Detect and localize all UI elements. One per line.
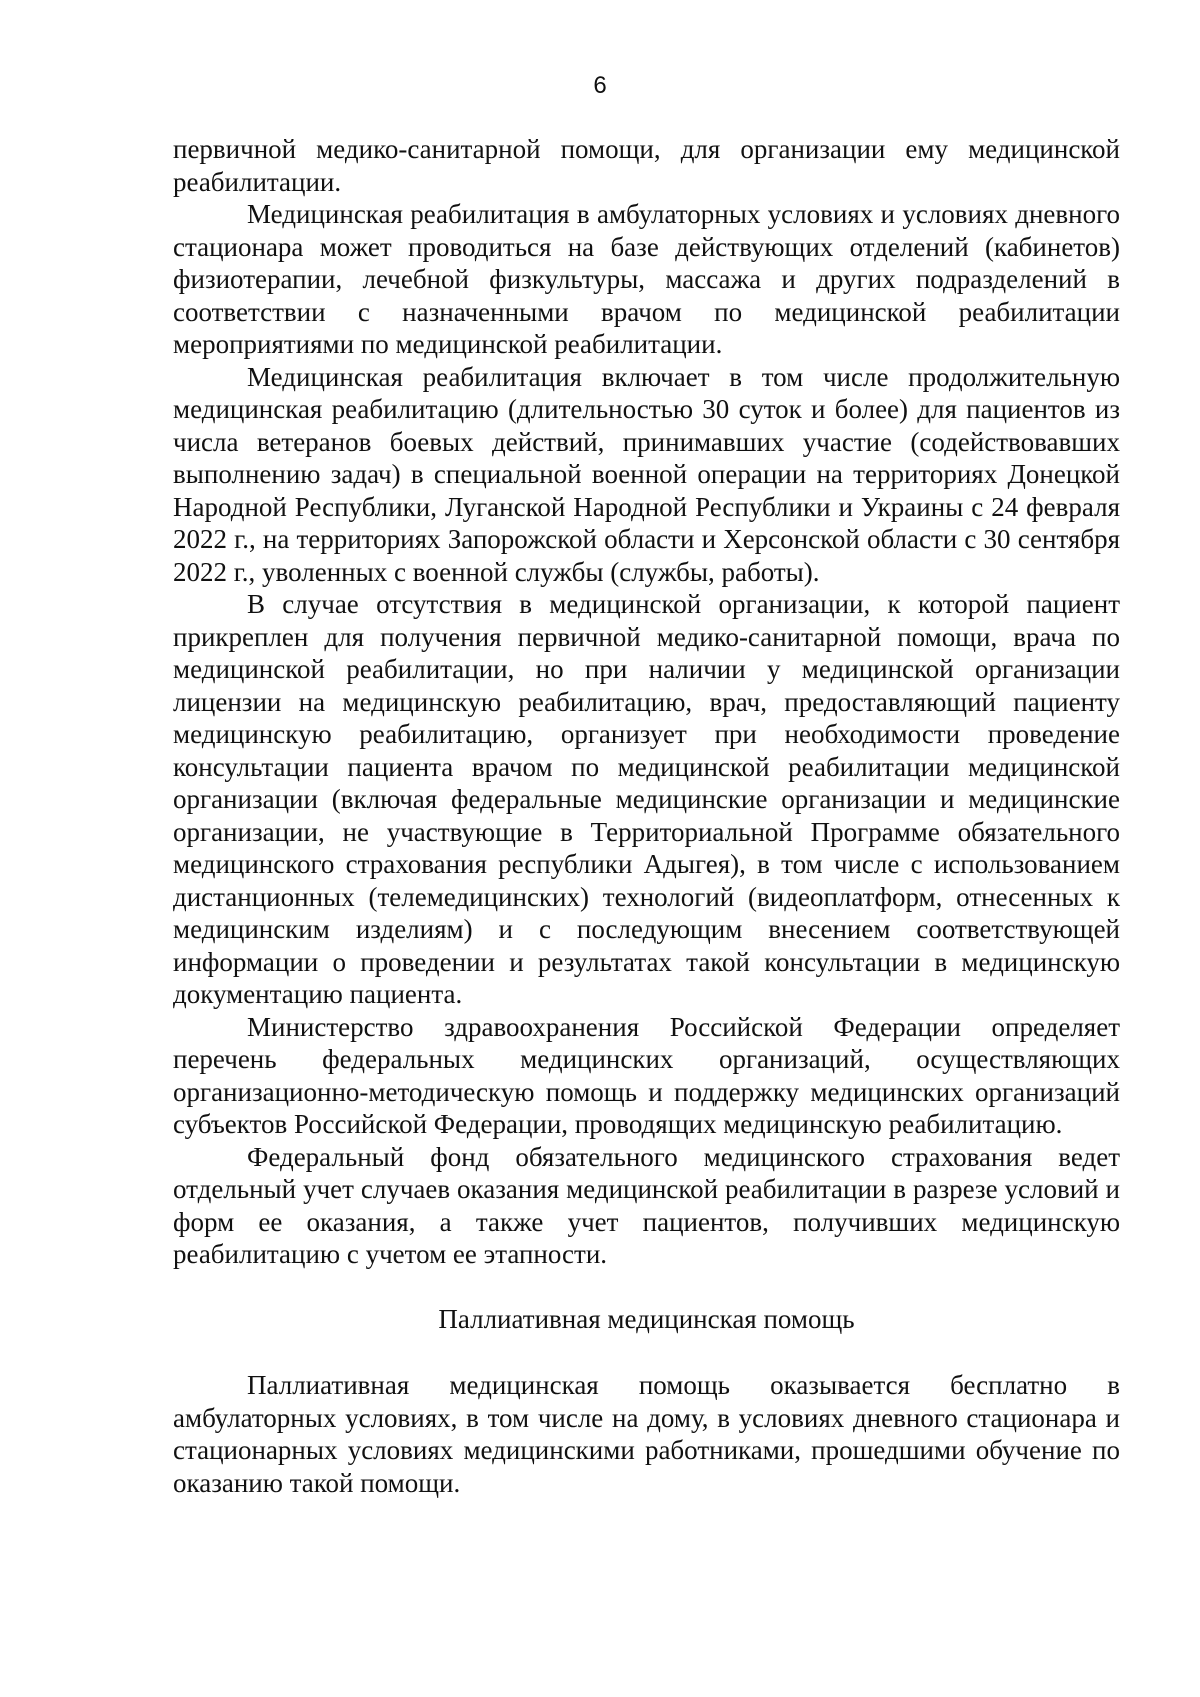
paragraph-palliative-care: Паллиативная медицинская помощь оказывается бесплатно в амбулаторных условиях, в том числе на дому, в условиях дневного стационара и стационарных условиях медицинскими работниками, прошедшими обучение по оказанию такой помощи. [173,1370,1120,1498]
paragraph-continuation: первичной медико-санитарной помощи, для организации ему медицинской реабилитации. [173,134,1120,197]
paragraph-fund-accounting: Федеральный фонд обязательного медицинского страхования ведет отдельный учет случаев оказания медицинской реабилитации в разрезе условий и форм ее оказания, а также учет пациентов, получивших медицинскую реабилитацию с учетом ее этапности. [173,1141,1120,1269]
page-number: 6 [593,72,607,99]
document-body [173,133,1120,1499]
paragraph-rehab-day-hospital: Медицинская реабилитация в амбулаторных условиях и условиях дневного стационара может проводиться на базе действующих отделений (кабинетов) физиотерапии, лечебной физкультуры, массажа и других подразделений в соответствии с назначенными врачом по медицинской реабилитации мероприятиями по медицинской реабилитации. [173,199,1120,359]
paragraph-rehab-long-term-veterans: Медицинская реабилитация включает в том числе продолжительную медицинская реабилитацию (длительностью 30 суток и более) для пациентов из числа ветеранов боевых действий, принимавших участие (содействовавших выполнению задач) в специальной военной операции на территориях Донецкой Народной Республики, Луганской Народной Республики и Украины с 24 февраля 2022 г., на территориях Запорожской области и Херсонской области с 30 сентября 2022 г., уволенных с военной службы (службы, работы). [173,361,1120,587]
paragraph-rehab-consultation: В случае отсутствия в медицинской организации, к которой пациент прикреплен для получения первичной медико-санитарной помощи, врача по медицинской реабилитации, но при наличии у медицинской организации лицензии на медицинскую реабилитацию, врач, предоставляющий пациенту медицинскую реабилитацию, организует при необходимости проведение консультации пациента врачом по медицинской реабилитации медицинской организации (включая федеральные медицинские организации и медицинские организации, не участвующие в Территориальной Программе обязательного медицинского страхования республики Адыгея), в том числе с использованием дистанционных (телемедицинских) технологий (видеоплатформ, отнесенных к медицинским изделиям) и с последующим внесением соответствующей информации о проведении и результатах такой консультации в медицинскую документацию пациента. [173,589,1120,1009]
paragraph-ministry-list: Министерство здравоохранения Российской Федерации определяет перечень федеральных медицинских организаций, осуществляющих организационно-методическую помощь и поддержку медицинских организаций субъектов Российской Федерации, проводящих медицинскую реабилитацию. [173,1011,1120,1139]
section-heading: Паллиативная медицинская помощь [438,1303,855,1334]
